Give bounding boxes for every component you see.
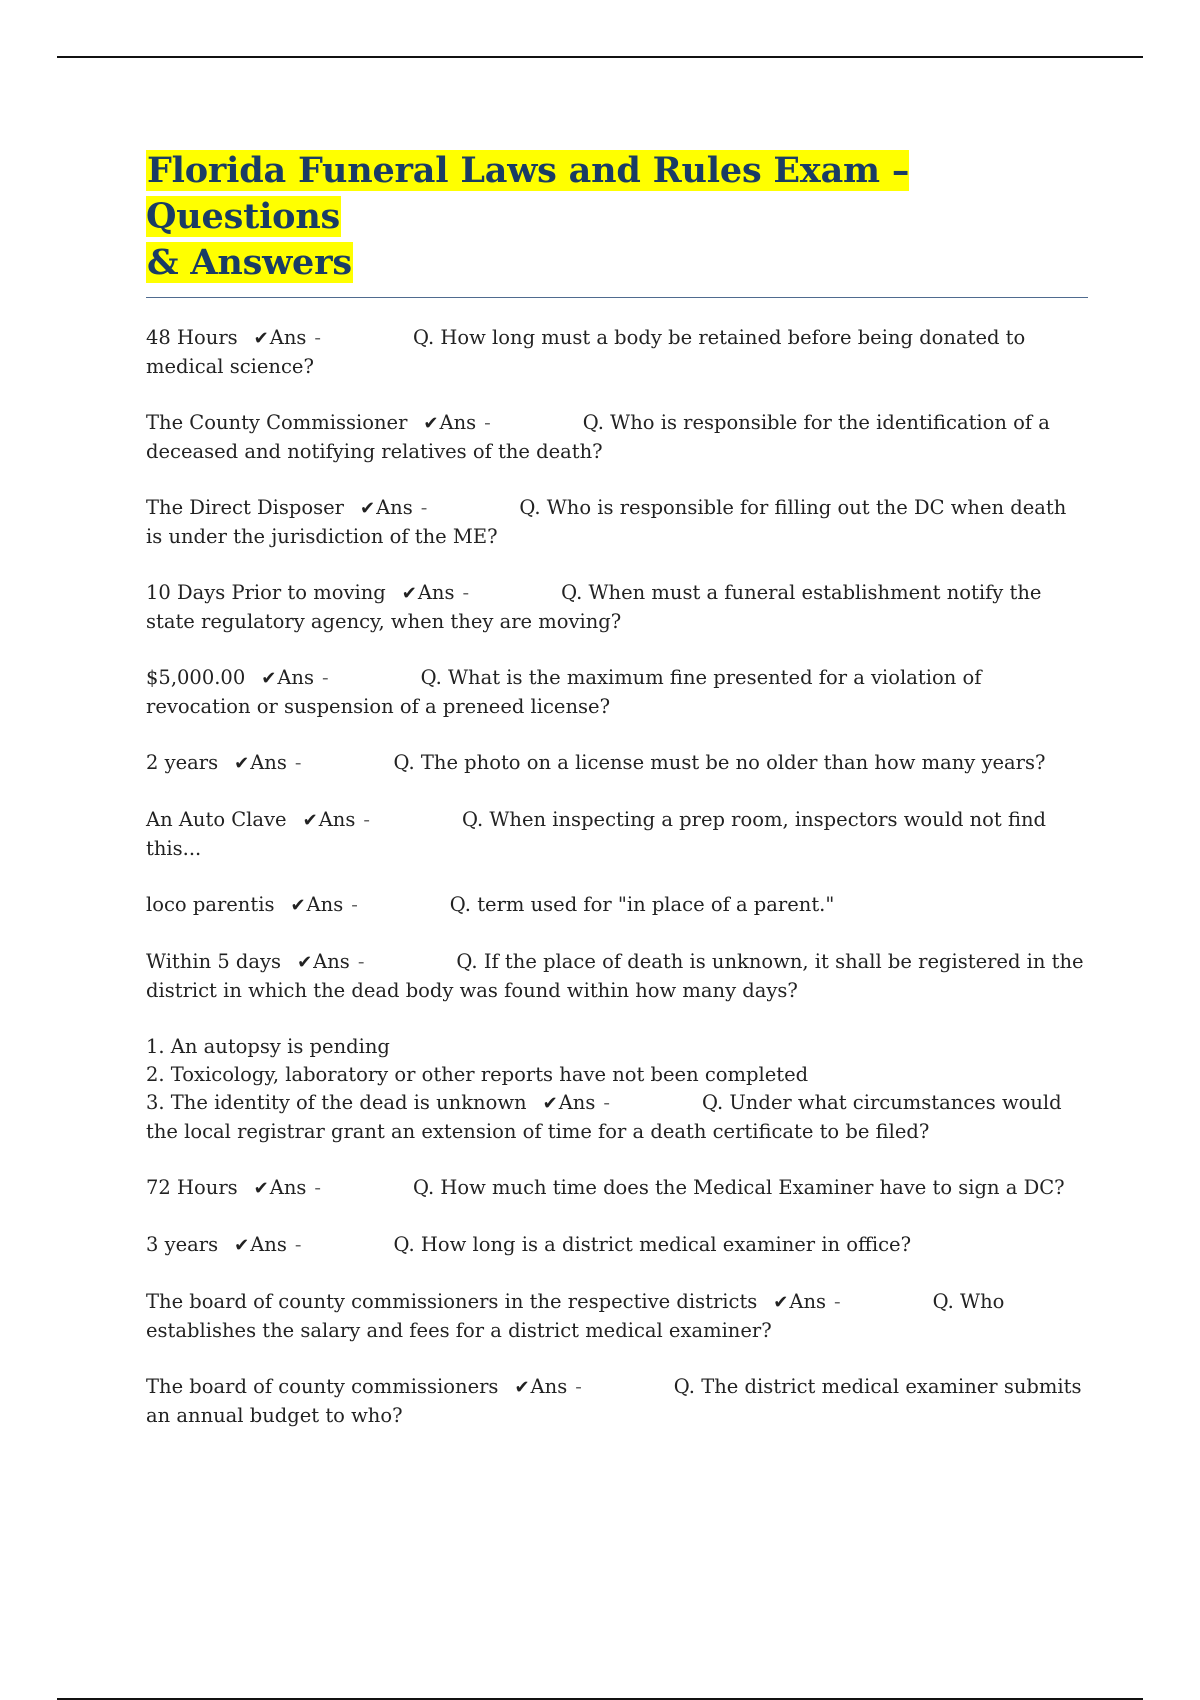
qa-answer: 48 Hours [146, 326, 238, 349]
ans-dash: - [357, 950, 365, 973]
qa-answer-line: 2. Toxicology, laboratory or other reports have not been completed [146, 1063, 809, 1086]
qa-answer: The Direct Disposer [146, 496, 344, 519]
ans-dash: - [484, 411, 491, 434]
qa-question: Q. Who is responsible for the identification of a deceased and notifying relatives of the death? [146, 411, 1050, 463]
qa-item [146, 324, 1088, 381]
checkmark-icon: ✔ [773, 1292, 789, 1313]
ans-dash: - [351, 893, 358, 916]
qa-question: Q. The district medical examiner submits an annual budget to who? [146, 1375, 1082, 1427]
checkmark-icon: ✔ [302, 810, 318, 831]
qa-question: Q. If the place of death is unknown, it shall be registered in the district in which the dead body was found within how many days? [146, 950, 1084, 1002]
document-title [146, 148, 1088, 286]
checkmark-icon: ✔ [542, 1093, 558, 1114]
qa-item [146, 1033, 1088, 1146]
ans-label: Ans [558, 1091, 596, 1114]
ans-dash: - [363, 808, 370, 831]
checkmark-icon: ✔ [234, 753, 250, 774]
ans-label: Ans [269, 1176, 307, 1199]
qa-item [146, 891, 1088, 920]
qa-question: Q. The photo on a license must be no older than how many years? [393, 751, 1046, 774]
qa-question: Q. Who is responsible for filling out the DC when death is under the jurisdiction of the ME? [146, 496, 1067, 548]
qa-answer: 72 Hours [146, 1176, 238, 1199]
header-rule [57, 56, 1143, 58]
title-line-2: & Answers [147, 242, 352, 283]
qa-answer-line: 1. An autopsy is pending [146, 1035, 390, 1058]
ans-dash: - [603, 1091, 610, 1114]
ans-label: Ans [376, 496, 413, 519]
qa-question: Q. How long is a district medical examiner in office? [393, 1233, 912, 1256]
qa-answer: 3. The identity of the dead is unknown [146, 1091, 527, 1114]
qa-question: Q. How much time does the Medical Examiner have to sign a DC? [413, 1176, 1065, 1199]
qa-question: Q. When inspecting a prep room, inspectors would not find this... [146, 808, 1047, 860]
qa-item [146, 579, 1088, 636]
qa-answer: $5,000.00 [146, 666, 246, 689]
ans-label: Ans [250, 1233, 287, 1256]
ans-label: Ans [789, 1290, 827, 1313]
checkmark-icon: ✔ [297, 952, 313, 973]
qa-answer: 2 years [146, 751, 219, 774]
ans-label: Ans [318, 808, 356, 831]
checkmark-icon: ✔ [401, 583, 417, 604]
qa-question: Q. term used for "in place of a parent." [449, 893, 835, 916]
qa-item [146, 749, 1088, 778]
ans-dash: - [834, 1290, 841, 1313]
qa-question: Q. What is the maximum fine presented for a violation of revocation or suspension of a preneed license? [146, 666, 982, 718]
qa-question: Q. When must a funeral establishment notify the state regulatory agency, when they are moving? [146, 581, 1042, 633]
qa-item [146, 409, 1088, 466]
qa-item [146, 664, 1088, 721]
ans-dash: - [294, 751, 302, 774]
qa-item [146, 1373, 1088, 1430]
qa-item [146, 1174, 1088, 1203]
ans-label: Ans [530, 1375, 568, 1398]
qa-item [146, 948, 1088, 1005]
document-body [146, 148, 1088, 1458]
qa-answer: The County Commissioner [146, 411, 408, 434]
checkmark-icon: ✔ [290, 895, 306, 916]
ans-label: Ans [439, 411, 477, 434]
ans-dash: - [462, 581, 470, 604]
checkmark-icon: ✔ [423, 413, 439, 434]
ans-label: Ans [269, 326, 307, 349]
checkmark-icon: ✔ [253, 328, 269, 349]
ans-dash: - [314, 326, 321, 349]
qa-item [146, 494, 1088, 551]
checkmark-icon: ✔ [234, 1235, 250, 1256]
ans-dash: - [420, 496, 428, 519]
ans-label: Ans [306, 893, 344, 916]
qa-answer: The board of county commissioners in the respective districts [146, 1290, 758, 1313]
ans-label: Ans [250, 751, 287, 774]
qa-item [146, 1231, 1088, 1260]
ans-label: Ans [313, 950, 350, 973]
title-underline [146, 297, 1088, 298]
ans-dash: - [314, 1176, 321, 1199]
checkmark-icon: ✔ [253, 1178, 269, 1199]
checkmark-icon: ✔ [261, 668, 277, 689]
qa-item [146, 806, 1088, 863]
qa-answer: The board of county commissioners [146, 1375, 499, 1398]
qa-answer: An Auto Clave [146, 808, 287, 831]
qa-question: Q. Under what circumstances would the local registrar grant an extension of time for a death certificate to be filed? [146, 1091, 1062, 1143]
qa-item [146, 1288, 1088, 1345]
ans-dash: - [294, 1233, 302, 1256]
qa-answer: 3 years [146, 1233, 219, 1256]
ans-label: Ans [277, 666, 314, 689]
title-line-1: Florida Funeral Laws and Rules Exam – Questions [146, 150, 910, 237]
checkmark-icon: ✔ [359, 498, 376, 519]
checkmark-icon: ✔ [514, 1377, 530, 1398]
qa-question: Q. Who establishes the salary and fees for a district medical examiner? [146, 1290, 1005, 1342]
qa-answer: 10 Days Prior to moving [146, 581, 386, 604]
ans-dash: - [575, 1375, 582, 1398]
qa-list [146, 324, 1088, 1430]
qa-question: Q. How long must a body be retained before being donated to medical science? [146, 326, 1026, 378]
ans-dash: - [322, 666, 329, 689]
qa-answer: Within 5 days [146, 950, 282, 973]
ans-label: Ans [417, 581, 455, 604]
qa-answer: loco parentis [146, 893, 275, 916]
